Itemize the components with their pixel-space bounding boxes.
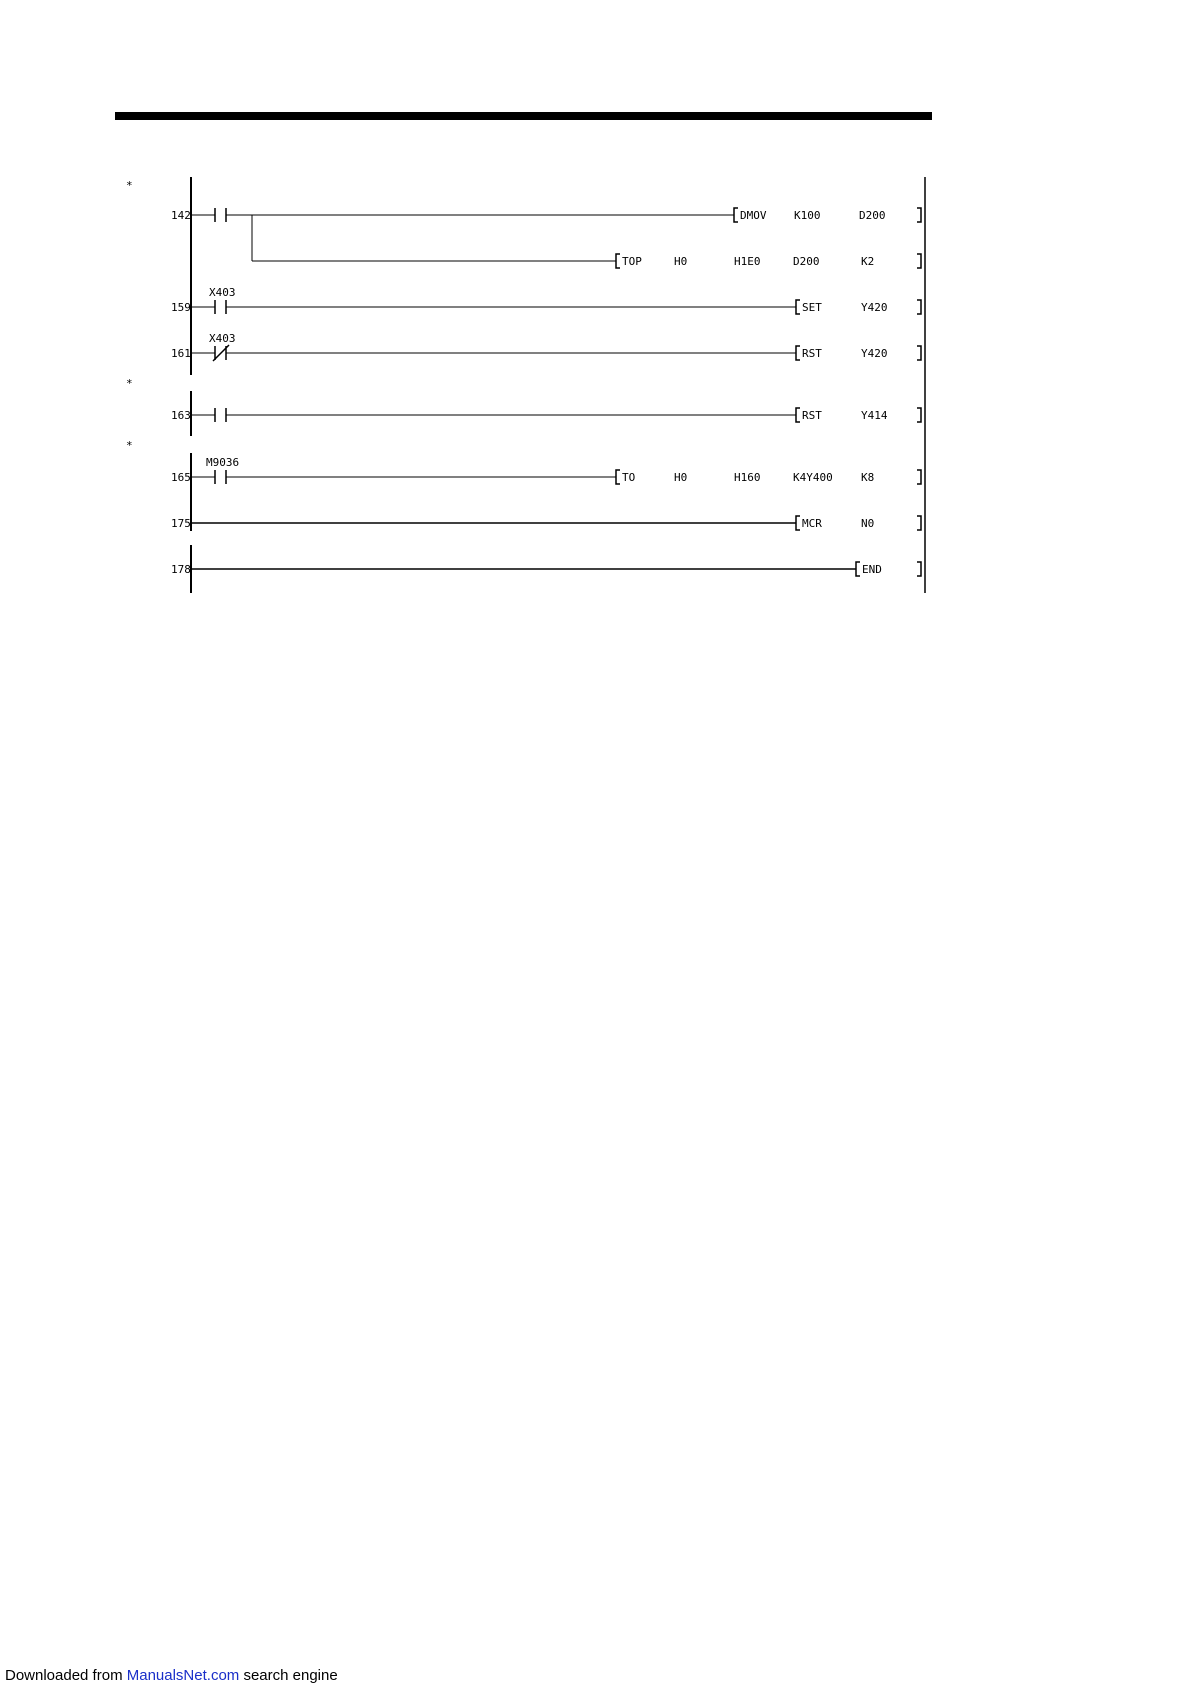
instruction-name: TOP [622,255,642,268]
footer-suffix: search engine [239,1667,338,1684]
no-contact-symbol [215,300,226,314]
operand: D200 [793,255,820,268]
operand: H1E0 [734,255,761,268]
step-number: 175 [171,517,191,530]
instruction-name: MCR [802,517,822,530]
comment-marker: * [126,179,133,192]
operand: K8 [861,471,875,484]
operand: H0 [674,255,688,268]
instruction-bracket-close [917,208,921,222]
instruction-name: RST [802,409,822,422]
instruction-name: RST [802,347,822,360]
instruction-name: SET [802,301,822,314]
step-number: 178 [171,563,191,576]
operand: H0 [674,471,688,484]
instruction-bracket-open [796,516,800,530]
instruction-bracket-close [917,516,921,530]
rung-165 [171,456,921,484]
step-number: 161 [171,347,191,360]
device-label: X403 [209,332,236,345]
instruction-bracket-close [917,470,921,484]
operand: Y414 [861,409,888,422]
rung-175 [171,516,921,530]
instruction-bracket-close [917,408,921,422]
instruction-bracket-close [917,300,921,314]
device-label: X403 [209,286,236,299]
instruction-bracket-open [796,408,800,422]
rung-142 [171,208,921,268]
step-number: 165 [171,471,191,484]
operand: K4Y400 [793,471,833,484]
step-number: 159 [171,301,191,314]
rung-163 [171,408,921,422]
instruction-bracket-close [917,562,921,576]
instruction-bracket-open [796,300,800,314]
no-contact-symbol [215,470,226,484]
instruction-name: DMOV [740,209,767,222]
operand: H160 [734,471,761,484]
operand: N0 [861,517,875,530]
comment-marker: * [126,439,133,452]
rung-159 [171,286,921,314]
operand: Y420 [861,301,888,314]
instruction-bracket-close [917,346,921,360]
operand: Y420 [861,347,888,360]
rung-178 [171,562,921,576]
footer-prefix: Downloaded from [5,1667,127,1684]
instruction-name: END [862,563,882,576]
instruction-bracket-open [796,346,800,360]
footer-link[interactable]: ManualsNet.com [126,1667,240,1684]
instruction-bracket-open [616,254,620,268]
step-number: 163 [171,409,191,422]
rung-161 [171,332,921,361]
comment-marker: * [126,377,133,390]
device-label: M9036 [206,456,240,469]
no-contact-symbol [215,408,226,422]
ladder-diagram [0,0,1190,700]
no-contact-symbol [215,208,226,222]
footer-attribution [5,1667,338,1684]
operand: K100 [794,209,821,222]
instruction-bracket-close [917,254,921,268]
instruction-bracket-open [616,470,620,484]
instruction-name: TO [622,471,636,484]
instruction-bracket-open [856,562,860,576]
operand: D200 [859,209,886,222]
instruction-bracket-open [734,208,738,222]
operand: K2 [861,255,875,268]
step-number: 142 [171,209,191,222]
